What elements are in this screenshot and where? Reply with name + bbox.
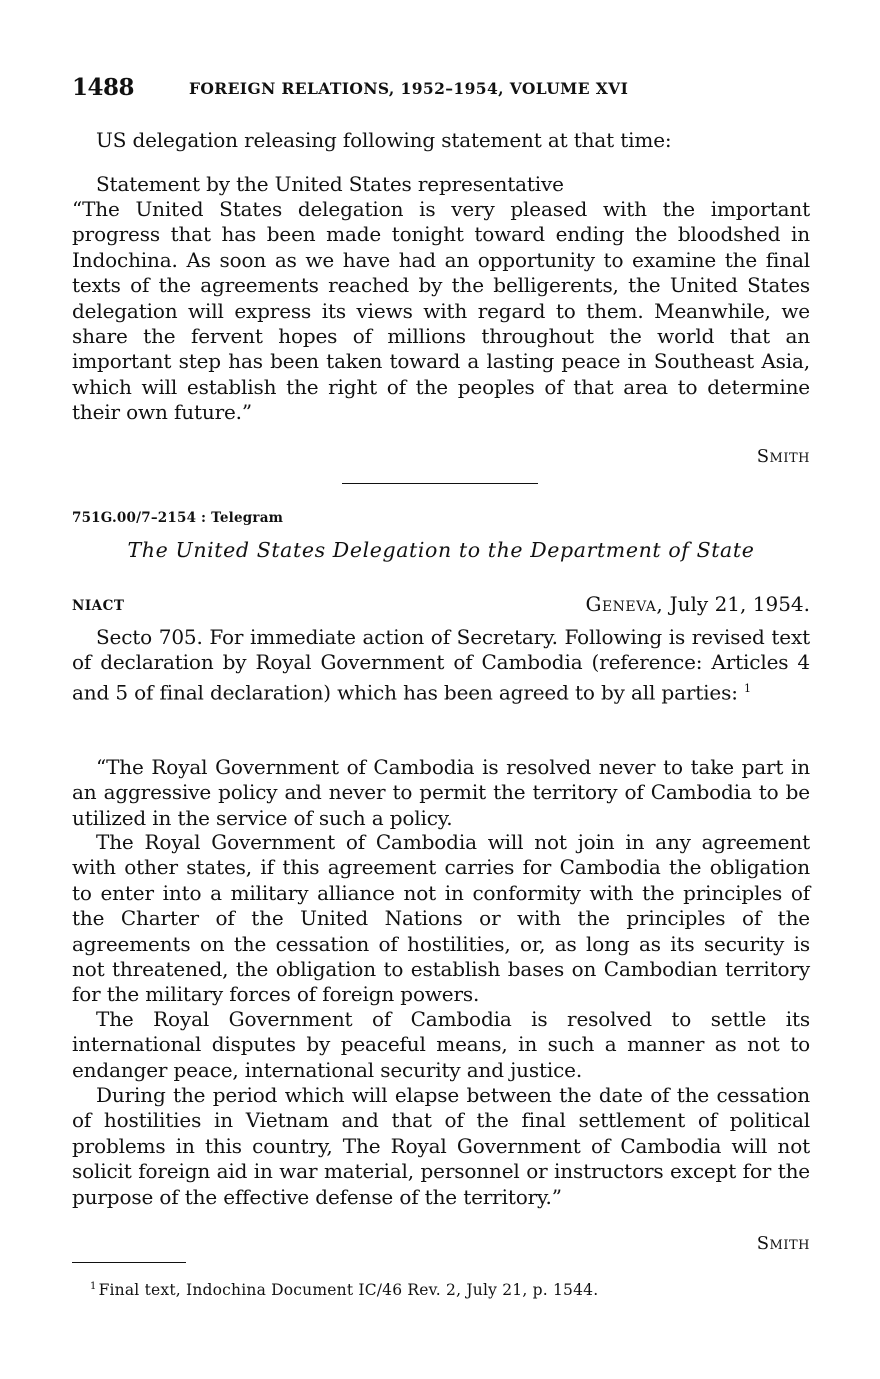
running-title: FOREIGN RELATIONS, 1952–1954, VOLUME XVI [189, 79, 629, 98]
signature-smith-2: Smith [756, 1233, 810, 1254]
footnote-text: Final text, Indochina Document IC/46 Rev. 2, July 21, p. 1544. [98, 1281, 599, 1300]
declaration-paragraph-3: The Royal Government of Cambodia is resolved to settle its international disputes by peaceful means, in such a manner as not to endanger peace, international security and justice. [72, 1007, 810, 1082]
footnote [90, 1281, 598, 1299]
signature-smith-1: Smith [756, 446, 810, 467]
declaration-paragraph-2: The Royal Government of Cambodia will not join in any agreement with other states, if this agreement carries for Cambodia the obligation to enter into a military alliance not in conformity with the principles of the Charter of the United Nations or with the principles of the agreements on the cessation of hostilities, or, as long as its security is not threatened, the obligation to establish bases on Cambodian territory for the military forces of foreign powers. [72, 830, 810, 1007]
telegram-opening [72, 625, 810, 706]
dateline [585, 592, 810, 616]
priority-label: NIACT [72, 598, 125, 614]
dateline-place: Geneva, [585, 592, 664, 616]
statement-heading: Statement by the United States representative [96, 172, 564, 196]
footnote-marker: 1 [90, 1281, 97, 1292]
document-title: The United States Delegation to the Department of State [127, 538, 755, 562]
section-divider [342, 483, 538, 484]
footnote-rule [72, 1262, 186, 1263]
statement-body: “The United States delegation is very pleased with the important progress that has been made tonight toward ending the bloodshed in Indochina. As soon as we have had an opportunity to examine the final texts of the agreements reached by the belligerents, the United States delegation will express its views with regard to them. Meanwhile, we share the fervent hopes of millions throughout the world that an important step has been taken toward a lasting peace in Southeast Asia, which will establish the right of the peoples of that area to determine their own future.” [72, 197, 810, 425]
document-page [72, 0, 810, 1379]
dateline-date: July 21, 1954. [669, 592, 810, 616]
declaration-paragraph-1: “The Royal Government of Cambodia is resolved never to take part in an aggressive policy and never to permit the territory of Cambodia to be utilized in the service of such a policy. [72, 755, 810, 830]
declaration-paragraph-4: During the period which will elapse between the date of the cessation of hostilities in Vietnam and that of the final settlement of political problems in this country, The Royal Government of Cambodia will not solicit foreign aid in war material, personnel or instructors except for the purpose of the effective defense of the territory.” [72, 1083, 810, 1209]
footnote-ref-1: 1 [744, 681, 751, 695]
document-reference: 751G.00/7–2154 : Telegram [72, 510, 284, 526]
intro-paragraph: US delegation releasing following statement at that time: [96, 128, 672, 152]
page-number: 1488 [72, 74, 135, 101]
page-header [72, 74, 810, 104]
telegram-opening-text: Secto 705. For immediate action of Secretary. Following is revised text of declaration by Royal Government of Cambodia (reference: Articles 4 and 5 of final declaration) which has been agreed to by all parties: [72, 625, 810, 705]
